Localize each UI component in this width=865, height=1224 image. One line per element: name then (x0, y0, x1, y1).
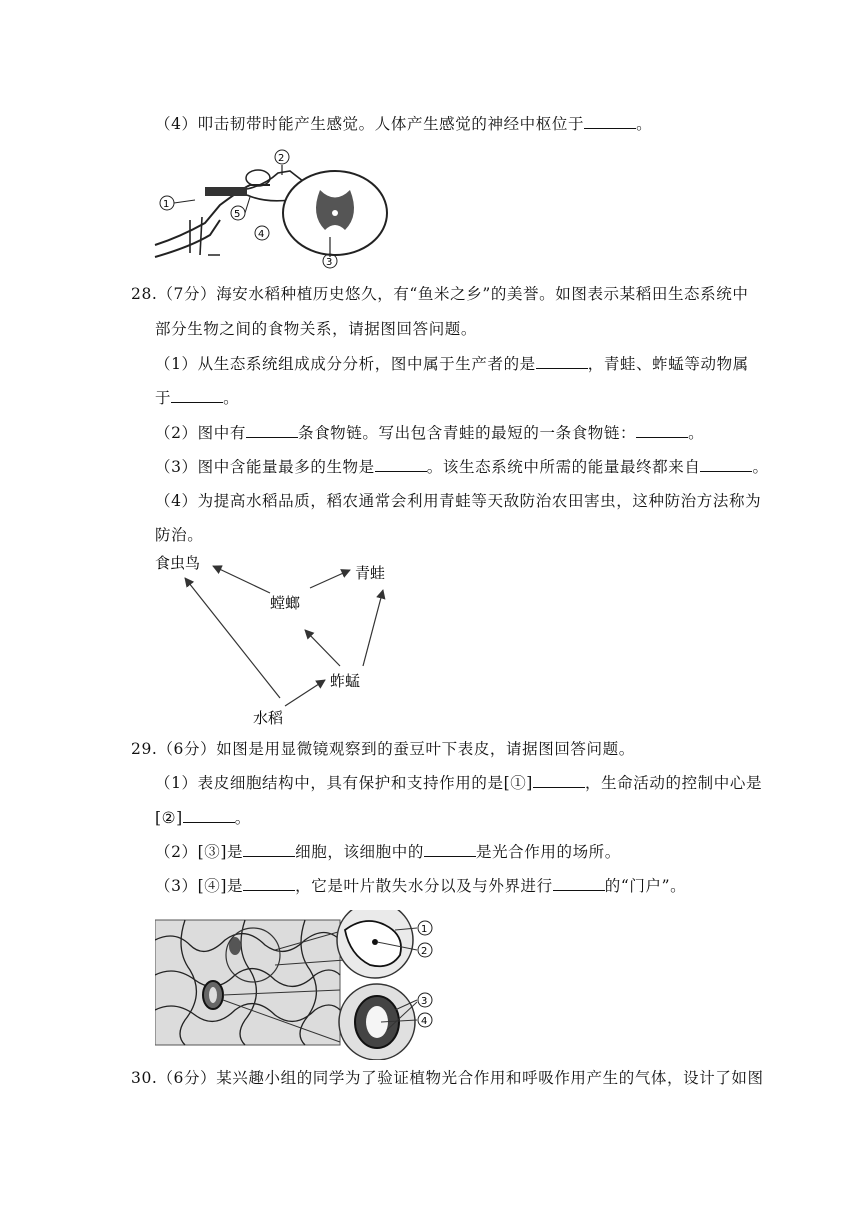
food-web-figure (145, 548, 405, 728)
answer-blank[interactable] (700, 457, 752, 472)
label-1: 1 (421, 924, 428, 935)
answer-blank[interactable] (375, 457, 427, 472)
label-4: 4 (258, 229, 265, 240)
answer-blank[interactable] (553, 876, 605, 891)
answer-blank[interactable] (533, 773, 585, 788)
label-4: 4 (421, 1016, 428, 1027)
label-3: 3 (421, 996, 428, 1007)
label-2: 2 (421, 946, 428, 957)
q29-stem: 29.（6分）如图是用显微镜观察到的蚕豆叶下表皮，请据图回答问题。 (131, 740, 635, 758)
arrow-mantis-frog (310, 570, 350, 588)
organism-rice: 水稻 (253, 709, 284, 727)
arrow-rice-grasshopper (285, 680, 325, 706)
q28-part2: （2）图中有 条食物链。写出包含青蛙的最短的一条食物链： 。 (155, 424, 705, 442)
answer-blank[interactable] (536, 354, 588, 369)
organism-grasshopper: 蚱蜢 (330, 672, 361, 690)
q29-part1: （1）表皮细胞结构中，具有保护和支持作用的是[①] ，生命活动的控制中心是 (155, 774, 763, 792)
answer-blank[interactable] (636, 423, 688, 438)
q29-part1-cont: [②] 。 (155, 809, 251, 827)
answer-blank[interactable] (183, 808, 235, 823)
reflex-arc-figure (150, 145, 390, 270)
organism-mantis: 螳螂 (270, 594, 301, 612)
arrow-rice-bird (185, 578, 280, 698)
label-1: 1 (163, 199, 170, 210)
q28-part4-cont: 防治。 (155, 526, 204, 544)
leaf-epidermis-figure (155, 910, 445, 1060)
organism-frog: 青蛙 (355, 564, 386, 582)
q28-part4: （4）为提高水稻品质，稻农通常会利用青蛙等天敌防治农田害虫，这种防治方法称为 (155, 492, 762, 510)
q30-stem: 30.（6分）某兴趣小组的同学为了验证植物光合作用和呼吸作用产生的气体，设计了如图 (131, 1069, 764, 1087)
q28-stem-line1: 28.（7分）海安水稻种植历史悠久，有“鱼米之乡”的美誉。如图表示某稻田生态系统中 (131, 285, 749, 303)
q27-part4: （4）叩击韧带时能产生感觉。人体产生感觉的神经中枢位于 。 (155, 115, 653, 133)
q29-part3: （3）[④]是 ，它是叶片散失水分以及与外界进行 的“门户”。 (155, 877, 687, 895)
q28-part1: （1）从生态系统组成成分分析，图中属于生产者的是 ，青蛙、蚱蜢等动物属 (155, 355, 749, 373)
q28-part3: （3）图中含能量最多的生物是 。该生态系统中所需的能量最终都来自 。 (155, 458, 769, 476)
q28-stem-line2: 部分生物之间的食物关系，请据图回答问题。 (155, 320, 478, 338)
arrow-grasshopper-mantis (305, 630, 340, 666)
q29-part2: （2）[③]是 细胞，该细胞中的 是光合作用的场所。 (155, 843, 621, 861)
answer-blank[interactable] (243, 876, 295, 891)
q28-part1-cont: 于 。 (155, 389, 240, 407)
answer-blank[interactable] (246, 423, 298, 438)
label-3: 3 (326, 257, 333, 268)
arrow-grasshopper-frog (363, 590, 383, 666)
answer-blank[interactable] (171, 388, 223, 403)
answer-blank[interactable] (243, 842, 295, 857)
arrow-mantis-bird (213, 566, 270, 593)
organism-bird: 食虫鸟 (155, 554, 201, 572)
answer-blank[interactable] (584, 114, 636, 129)
label-2: 2 (278, 153, 285, 164)
answer-blank[interactable] (424, 842, 476, 857)
label-5: 5 (234, 209, 241, 220)
